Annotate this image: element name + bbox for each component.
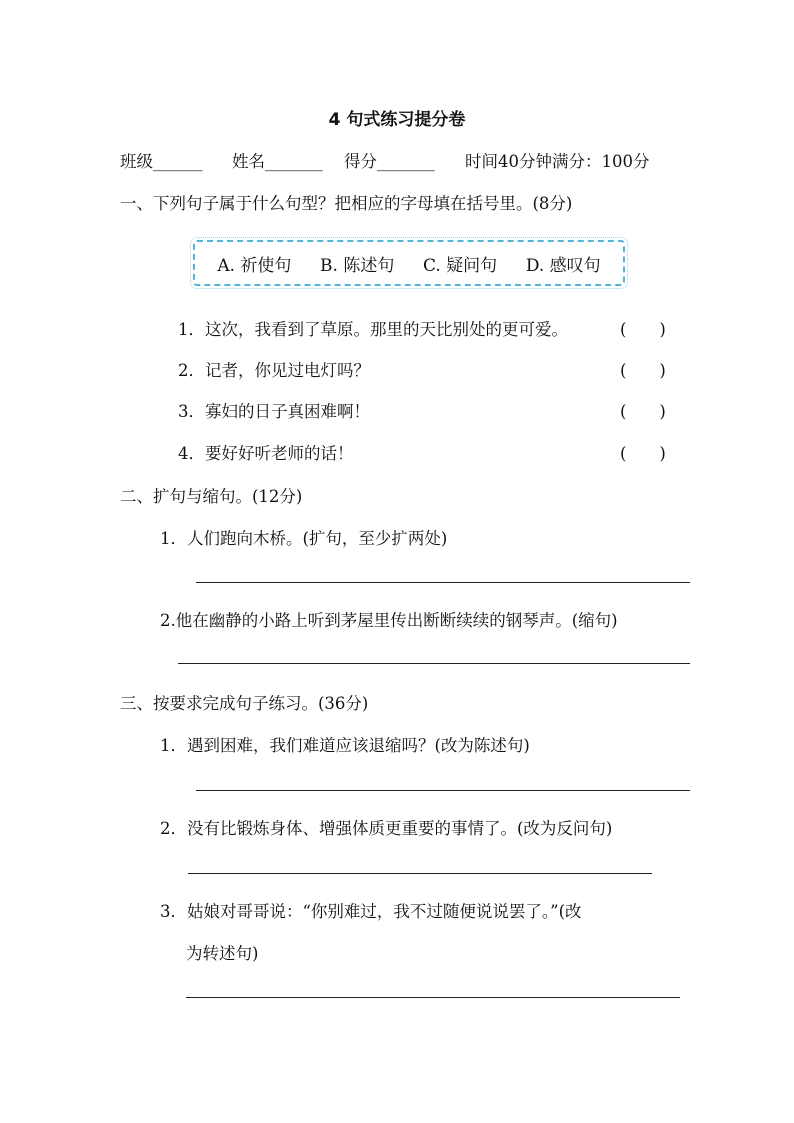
- class-field[interactable]: 班级______: [120, 152, 203, 171]
- choice-b: B. 陈述句: [320, 255, 395, 276]
- q2-2-text: 2.他在幽静的小路上听到茅屋里传出断断续续的钢琴声。(缩句): [160, 611, 618, 630]
- q2-1-answer-line[interactable]: [196, 582, 690, 583]
- q3-2-text: 2．没有比锻炼身体、增强体质更重要的事情了。(改为反问句): [160, 819, 613, 838]
- q2-1-text: 1．人们跑向木桥。(扩句，至少扩两处): [160, 529, 448, 548]
- q3-1-answer-line[interactable]: [196, 790, 690, 791]
- q1-4-text: 4．要好好听老师的话！: [178, 444, 354, 463]
- q1-4-answer[interactable]: ( ): [620, 444, 666, 463]
- q1-3-answer[interactable]: ( ): [620, 402, 666, 421]
- page-title: 4 句式练习提分卷: [328, 110, 466, 130]
- q1-1-text: 1．这次，我看到了草原。那里的天比别处的更可爱。: [178, 320, 568, 339]
- q1-2-text: 2．记者，你见过电灯吗？: [178, 361, 370, 380]
- q3-2-answer-line[interactable]: [188, 873, 652, 874]
- q3-1-text: 1．遇到困难，我们难道应该退缩吗？(改为陈述句): [160, 736, 530, 755]
- q3-3-text-continued: 为转述句): [186, 944, 259, 963]
- choice-box: [193, 240, 625, 286]
- score-field[interactable]: 得分_______: [344, 152, 435, 171]
- q1-1-answer[interactable]: ( ): [620, 320, 666, 339]
- time-info: 时间40分钟满分：100分: [465, 152, 650, 171]
- q3-3-text: 3．姑娘对哥哥说：“你别难过，我不过随便说说罢了。”(改: [160, 902, 582, 921]
- q2-2-answer-line[interactable]: [178, 663, 690, 664]
- q1-3-text: 3．寡妇的日子真困难啊！: [178, 402, 370, 421]
- section3-heading: 三、按要求完成句子练习。(36分): [120, 694, 369, 713]
- choice-c: C. 疑问句: [422, 255, 498, 276]
- q1-2-answer[interactable]: ( ): [620, 361, 666, 380]
- section1-heading: 一、下列句子属于什么句型？把相应的字母填在括号里。(8分): [120, 194, 573, 213]
- choice-d: D. 感叹句: [525, 255, 601, 276]
- q3-3-answer-line[interactable]: [186, 997, 680, 998]
- name-field[interactable]: 姓名_______: [232, 152, 323, 171]
- choice-a: A. 祈使句: [217, 255, 292, 276]
- section2-heading: 二、扩句与缩句。(12分): [120, 487, 303, 506]
